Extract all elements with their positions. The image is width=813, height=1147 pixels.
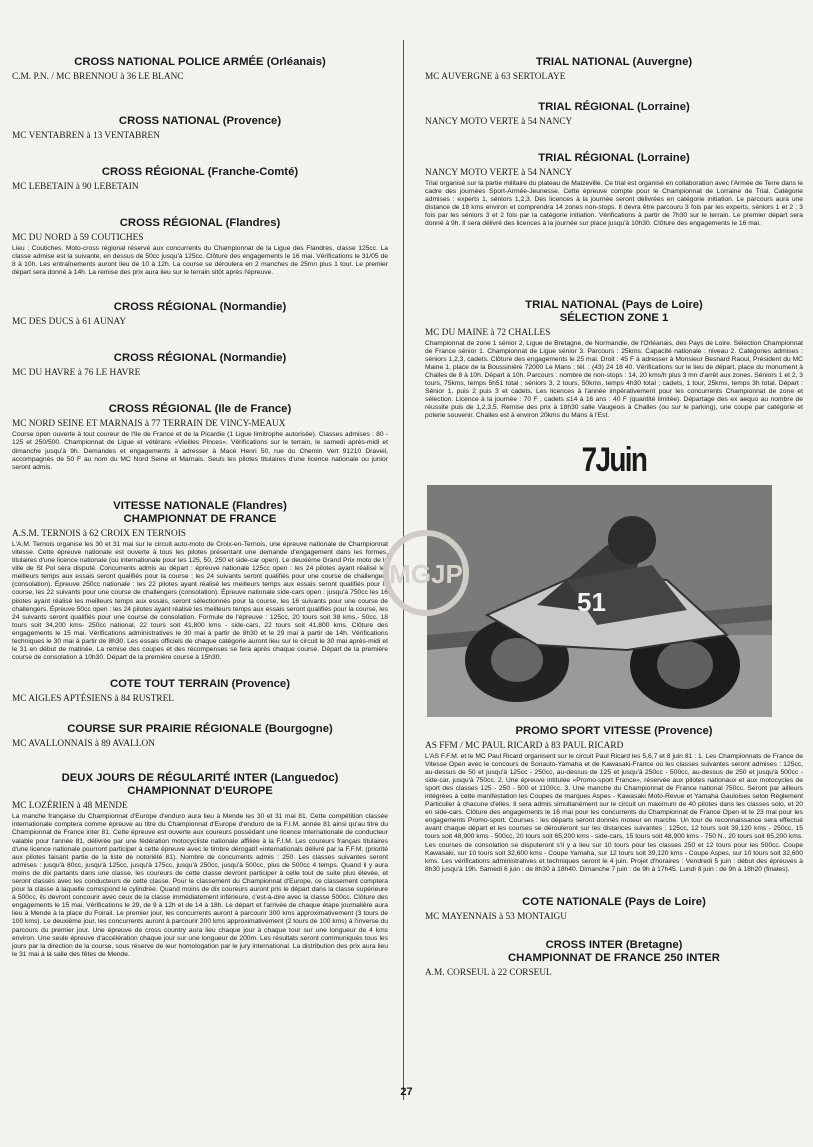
event-section — [12, 772, 388, 959]
event-region: (Orléanais) — [266, 56, 326, 68]
event-title — [12, 217, 388, 230]
event-section — [12, 723, 388, 750]
organizing-club: MC AVALLONNAIS à 89 AVALLON — [12, 739, 155, 750]
event-section — [425, 939, 803, 979]
event-name: CROSS RÉGIONAL — [113, 352, 217, 365]
watermark-logo — [378, 525, 474, 621]
event-section — [12, 217, 388, 277]
event-title — [425, 101, 803, 114]
event-title — [425, 896, 803, 909]
event-region: (Provence) — [222, 115, 282, 127]
event-subtitle: CHAMPIONNAT DE FRANCE 250 INTER — [508, 951, 720, 964]
event-name: COTE NATIONALE — [522, 895, 622, 908]
event-description: L'AS F.F.M. et le MC Paul Ricard organisent sur le circuit Paul Ricard les 5,6,7 et 8 juin 81 : 1. Les Championnats de France de Vitesse Open avec le concours de Sonauto-Yamaha et de Kawasaki-France où les classes suivantes seront admises : 125cc, au-dessus de 50 et jusqu'à 125cc - 250cc, au-dessus de 125 et jusqu'à 250cc - 500cc, au-dessus de 250 et jusqu'à 500cc - side-car, jusqu'à 750cc. 2. Une épreuve intitulée «Promo-sport France», réservée aux pilotes nationaux et aux motocycles de sport des classes 125 - 250 - 500 et 1100cc. 3. Une manche du Championnat de France national 750cc. Seront par ailleurs intégrées à cette manifestation les Coupes de marques Aspes - Kawasaki Moto-Revue et Yamaha Gauloises selon Règlement Particulier à chacune d'elles. Il sera admis simultanément sur le circuit un maximum de 40 pilotes dans les classes solo, et 20 en side-cars. Clôture des engagements le 16 mai pour les concurrents du Championnat de France Open et le 23 mai pour les engagements Promo-sport. Courses : les départs seront donnés moteur en marche. Un tour de reconnaissance sera effectué avant chaque départ et les courses se dérouleront sur les distances suivantes : 125cc, 12 tours soit 39,120 kms - 250cc, 15 tours soit 48,900 kms - 500cc, 20 tours soit 65,200 kms - side-cars, 15 tours soit 48,900 kms - 750 N., 20 tours soit 65,200 kms. Les courses de consolation se disputeront s'il y a lieu sur 10 tours pour les classes 250 et 12 tours pour les 500cc. Coupe Kawasaki, sur 10 tours soit 32,600 kms - Coupe Yamaha, sur 12 tours soit 39,120 kms - Coupe Aspes, sur 10 tours soit 32,600 kms. Les vérifications administratives et techniques seront le 4 juin. Projet d'horaires : Vendredi 5 juin : début des épreuves à 8h30 jusqu'à 19h. Samedi 6 juin : de 8h30 à 18h40. Dimanche 7 juin : de 9h à 17h45. Lundi 8 juin : de 9h à 18h20 (finales). — [425, 752, 803, 873]
event-region: (Pays de Loire) — [621, 298, 703, 311]
event-title — [425, 56, 803, 69]
event-section — [425, 725, 803, 874]
event-section — [425, 152, 803, 229]
event-name: TRIAL NATIONAL — [535, 56, 630, 68]
event-title — [12, 403, 388, 416]
event-subtitle: CHAMPIONNAT D'EUROPE — [127, 785, 273, 798]
event-description: Championnat de zone 1 sénior 2, Ligue de Bretagne, de Normandie, de l'Orléanais, des Pays de Loire. Sélection Championnat de France sénior 1. Championnat de Ligue sénior 3. Parcours : 25kms. Capacité nationale : niveau 2. Catégories admises : séniors 1,2,3, cadets. Clôture des engagements le 25 mai. Droit : 45 F à adresser à Monsieur Besnard Raoul, Président du MC Maine 1, place de la Boussinière 72000 Le Mans ; tél. : (43) 24 18 40. Vérifications sur le lieu de départ, place du monument à Challes de 8 à 10h. Départ à 10h. Parcours : nombre de non-stops : 14, 20 kms/h plus 3 mn d'arrêt aux zones. Séniors 1 et 2, 3 tours, 75kms, temps 5h51 total ; séniors 3, 2 tours, 50kms, temps 4h30 total ; cadets, 1 tour, 25kms, temps 3h total. Départ : Sénior 1, puis 2 puis 3 et cadets. Les licences à l'année impérativement pour les concurrents Championnat de zone et sélection. Licence à la journée : 70 F , cadets ≤14 à 16 ans : 40 F (quantité limitée). Départage des ex aequo au nombre de réussite puis de 1,2,3,5. Remise des prix à 18h30 salle Vaugeois à Challes (ou sur le parking), une coupe par catégorie et poterie souvenir. Challes est à environ 20kms du Mans à l'Est. — [425, 339, 803, 420]
event-section — [12, 403, 388, 471]
event-title — [12, 56, 388, 69]
event-section — [12, 115, 388, 142]
event-description: Trial organisé sur la partie militaire du plateau de Malzeville. Ce trial est organisé en collaboration avec l'Armée de Terre dans le cadre des journées Sport-Armée-Jeunesse. Cette épreuve compte pour le Championnat de Lorraine de Trial. Catégorie admises : experts 1, séniors 1,2,3. Des licences à la journée seront délivrées en catégorie initiation. Le parcours aura une distance de 18 kms environ et comprendra 14 zones non-stops. Il devra être parcouru 3 fois par les experts, séniors 1 et 2 ; 3 fois par les séniors 3 et 2 fois par la catégorie initiation. Vérifications à partir de 7h30 sur le terrain. Le premier départ sera donné à 9h. Il sera délivré des licences à la journée sur place jusqu'à 10h30. Clôture des engagements le 16 mai. — [425, 180, 803, 228]
event-name: PROMO SPORT VITESSE — [515, 724, 652, 737]
organizing-club: NANCY MOTO VERTE à 54 NANCY — [425, 168, 573, 178]
event-section — [425, 101, 803, 128]
motorcycle-racer-photo — [427, 485, 772, 717]
event-region: (Franche-Comté) — [207, 166, 299, 178]
event-section — [425, 299, 803, 421]
organizing-club: MC LOZÉRIEN à 48 MENDE — [12, 801, 128, 812]
event-region: (Flandres) — [225, 217, 281, 229]
organizing-club: A.M. CORSEUL à 22 CORSEUL — [425, 967, 552, 978]
left-column — [12, 40, 388, 959]
organizing-club: A.S.M. TERNOIS à 62 CROIX EN TERNOIS — [12, 528, 186, 539]
event-title — [425, 299, 803, 312]
event-section — [12, 166, 388, 193]
organizing-club: C.M. P.N. / MC BRENNOU à 36 LE BLANC — [12, 72, 184, 82]
event-section — [12, 352, 388, 379]
event-region: (Ile de France) — [214, 403, 292, 416]
event-name: CROSS NATIONAL — [118, 115, 220, 127]
event-subtitle: CHAMPIONNAT DE FRANCE — [123, 512, 277, 525]
event-region: (Bretagne) — [625, 938, 683, 951]
event-title — [12, 500, 388, 513]
bike-number: 51 — [577, 586, 606, 617]
date-heading: 7Juin — [581, 440, 647, 479]
event-name: CROSS RÉGIONAL — [119, 217, 223, 229]
event-region: (Lorraine) — [637, 152, 690, 164]
event-title — [12, 678, 388, 691]
event-region: (Provence) — [231, 678, 290, 691]
organizing-club: MC DU MAINE à 72 CHALLES — [425, 327, 551, 338]
event-name: CROSS NATIONAL POLICE ARMÉE — [74, 56, 264, 68]
event-title — [12, 772, 388, 785]
organizing-club: MC AUVERGNE à 63 SERTOLAYE — [425, 72, 566, 82]
event-name: TRIAL RÉGIONAL — [538, 152, 634, 164]
event-name: TRIAL RÉGIONAL — [538, 101, 634, 113]
organizing-club: MC DES DUCS à 61 AUNAY — [12, 317, 127, 328]
event-name: DEUX JOURS DE RÉGULARITÉ INTER — [61, 772, 268, 785]
event-region: (Bourgogne) — [264, 723, 333, 736]
event-region: (Provence) — [654, 724, 713, 737]
watermark-text: MGJP — [389, 559, 463, 589]
event-description: L'A.M. Ternois organise les 30 et 31 mai sur le circuit auto-moto de Croix-en-Ternois, une épreuve nationale de Championnat vitesse. Cette épreuve nationale est ouverte à tous les pilotes présentant une demande d'engagement dans les formes, titulaires d'une licence nationale (ou internationale pour les 125, 50, 250 et side-car open). Le deuxième Grand Prix moto de la ville de St Pol sera disputé. Concurrents admis au départ : épreuve nationale 125cc open : les 24 pilotes ayant réalisé les meilleurs temps aux essais seront qualifiés pour la course ; les 24 suivants seront qualifiés pour une course de challengers (consolation). Épreuve 250cc nationale : les 22 pilotes ayant réalisé les meilleurs temps aux essais seront qualifiés pour la course, les 22 suivants pour une course de challengers (consolation). Épreuve nationale side-cars open : jusqu'à 750cc les 16 pilotes ayant réalisé les meilleurs temps aux essais, seront sélectionnés pour la course, les 16 suivants pour une course de challengers. Épreuve 50cc open : les 24 pilotes ayant réalisé les meilleurs temps aux essais seront qualifiés pour la course, les 24 suivants seront qualifiés pour une course de consolation. Formule de l'épreuve : 125cc, 20 tours soit 38 kms,- 50cc, 18 tours soit 34,200 kms- 250cc national, 22 tours soit 41,800 kms - side-cars, 22 tours soit 41,800 kms. Clôture des engagements le 15 mai. Vérifications administratives le 30 mai à partir de 8h30 et le 29 mai à partir de 14h. Vérifications techniques le 30 mai à partir de 8h30. Les essais officiels de chaque catégorie auront lieu sur le circuit le 30 mai après-midi et le 31 en début de matinée. La remise des coupes et des récompenses se fera après chaque course. Départ de la première course de consolation à 10h30. Départ de la première course à 15h30. — [12, 540, 388, 662]
event-region: (Lorraine) — [637, 101, 690, 113]
event-title — [425, 939, 803, 952]
event-title — [12, 352, 388, 365]
event-title — [425, 725, 803, 738]
event-section — [12, 301, 388, 328]
event-description: Course open ouverte à tout coureur de l'Ile de France et de la Picardie (1 Ligue limitrophe autorisée). Classes admises : 80 - 125 et 250/500. Championnat de Ligue et vétérans «Vieilles Pinces». Vérifications sur le terrain, le samedi après-midi et dimanche jusqu'à 9h. Demandes et engagements à adresser à Macé Henri 50, rue du Chemin Vert 91210 Draveil, accompagnés de 50 F au nom du MC Nord Seine et Marnais. Seuls les pilotes titulaires d'une licence nationale ou junior seront admis. — [12, 431, 388, 471]
event-name: CROSS RÉGIONAL — [108, 403, 212, 416]
event-name: VITESSE NATIONALE — [113, 499, 230, 512]
event-name: CROSS RÉGIONAL — [113, 301, 217, 314]
event-name: CROSS INTER — [545, 938, 623, 951]
organizing-club: MC VENTABREN à 13 VENTABREN — [12, 131, 160, 141]
event-section — [425, 56, 803, 83]
organizing-club: MC MAYENNAIS à 53 MONTAIGU — [425, 911, 567, 922]
event-region: (Normandie) — [219, 352, 287, 365]
event-description: Lieu : Coutiches. Moto-cross régional réservé aux concurrents du Championnat de la Ligue des Flandres, classe 125cc. La classe admise est la suivante, en dessus de 50cc jusqu'à 125cc. Clôture des engagements le 16 mai. Vérifications le 31/05 de 8 à 10h. Les entraînements auront lieu de 10 à 12h. La course se déroulera en 2 manches de 25mn plus 1 tour. Le premier départ sera donné à 14h. La remise des prix aura lieu sur le terrain sitôt après l'épreuve. — [12, 245, 388, 277]
event-name: CROSS RÉGIONAL — [101, 166, 205, 178]
organizing-club: MC AIGLES APTÉSIENS à 84 RUSTREL — [12, 694, 174, 705]
organizing-club: NANCY MOTO VERTE à 54 NANCY — [425, 117, 573, 127]
right-column — [425, 40, 803, 979]
event-section — [12, 500, 388, 662]
organizing-club: MC DU HAVRE à 76 LE HAVRE — [12, 368, 141, 379]
event-subtitle: SÉLECTION ZONE 1 — [559, 311, 669, 324]
event-name: COURSE SUR PRAIRIE RÉGIONALE — [67, 723, 262, 736]
organizing-club: MC LEBETAIN à 90 LEBETAIN — [12, 182, 139, 192]
event-title — [12, 115, 388, 128]
event-name: TRIAL NATIONAL — [525, 298, 619, 311]
organizing-club: MC NORD SEINE ET MARNAIS à 77 TERRAIN DE VINCY-MEAUX — [12, 419, 286, 430]
event-region: (Flandres) — [232, 499, 287, 512]
event-section — [425, 896, 803, 923]
event-title — [12, 166, 388, 179]
event-region: (Auvergne) — [632, 56, 693, 68]
event-description: La manche française du Championnat d'Europe d'enduro aura lieu à Mende les 30 et 31 mai 81. Cette compétition classée internationale comptera comme épreuve au titre du Championnat d'Europe d'enduro de la F.I.M. année 81 ainsi qu'au titre du Championnat de France inter 81. Cette épreuve est ouverte aux coureurs possédant une licence internationale de conducteur valable pour l'année 81, délivrée par une fédération motocycliste nationale affiliée à la F.I.M. Les coureurs français titulaires d'une licence nationale pourront participer à cette épreuve avec le timbre dérogatif «internationals délivré par la F.F.M. (priorité aux pilotes faisant partie de la liste de notoriété 81). Nombre de concurrents admis : 250. Les classes suivantes seront admises : jusqu'à 80cc, jusqu'à 125cc, jusqu'à 175cc, jusqu'à 250cc, jusqu'à 500cc, plus de 500cc 4 temps. Quand il y aura moins de dix partants dans une classe, les coureurs de cette classe devront participer à celle tout de suite plus élevée, et seront classés avec les conducteurs de cette classe. Pour le classement du Championnat d'Europe, ce classement comptera pour la classe à laquelle correspond le cylindrée. Quand moins de dix coureurs auront pris le départ dans la classe supérieure à 500cc, ils devront concourir avec ceux de la classe immédiatement inférieure, c'est-à-dire avec la classe 500cc. Clôture des engagements le 15 mai. Vérifications le 29, de 9 à 12h et de 14 à 18h. Le départ et l'arrivée de chaque étape journalière aura lieu à Mende à la place du Foirail. Le premier jour, les concurrents auront à parcourir 300 kms approximativement (3 tours de 100 kms). Le deuxième jour, les concurrents auront à parcourir 200 kms approximativement (2 tours de 100 kms) à l'inverse du parcours du premier jour. Une épreuve de cross country aura lieu chaque jour à chaque tour sur une longueur de 4 kms environ. Une seule épreuve d'accélération chaque jour sur une longueur de 200m. Les résultats seront communiqués tous les jours par la direction de la course, sous réserve de leur homologation par le jury international. La distribution des prix aura lieu le 31 mai à la salle des fêtes de Mende. — [12, 813, 388, 958]
event-region: (Languedoc) — [270, 772, 339, 785]
event-title — [425, 152, 803, 165]
event-title — [12, 301, 388, 314]
event-region: (Pays de Loire) — [624, 895, 706, 908]
organizing-club: AS FFM / MC PAUL RICARD à 83 PAUL RICARD — [425, 740, 624, 751]
organizing-club: MC DU NORD à 59 COUTICHES — [12, 233, 144, 243]
event-section — [12, 678, 388, 705]
event-name: COTE TOUT TERRAIN — [110, 678, 229, 691]
event-region: (Normandie) — [219, 301, 287, 314]
event-title — [12, 723, 388, 736]
page-number: 27 — [400, 1086, 413, 1098]
event-section — [12, 56, 388, 83]
race-photo-block — [425, 441, 803, 717]
